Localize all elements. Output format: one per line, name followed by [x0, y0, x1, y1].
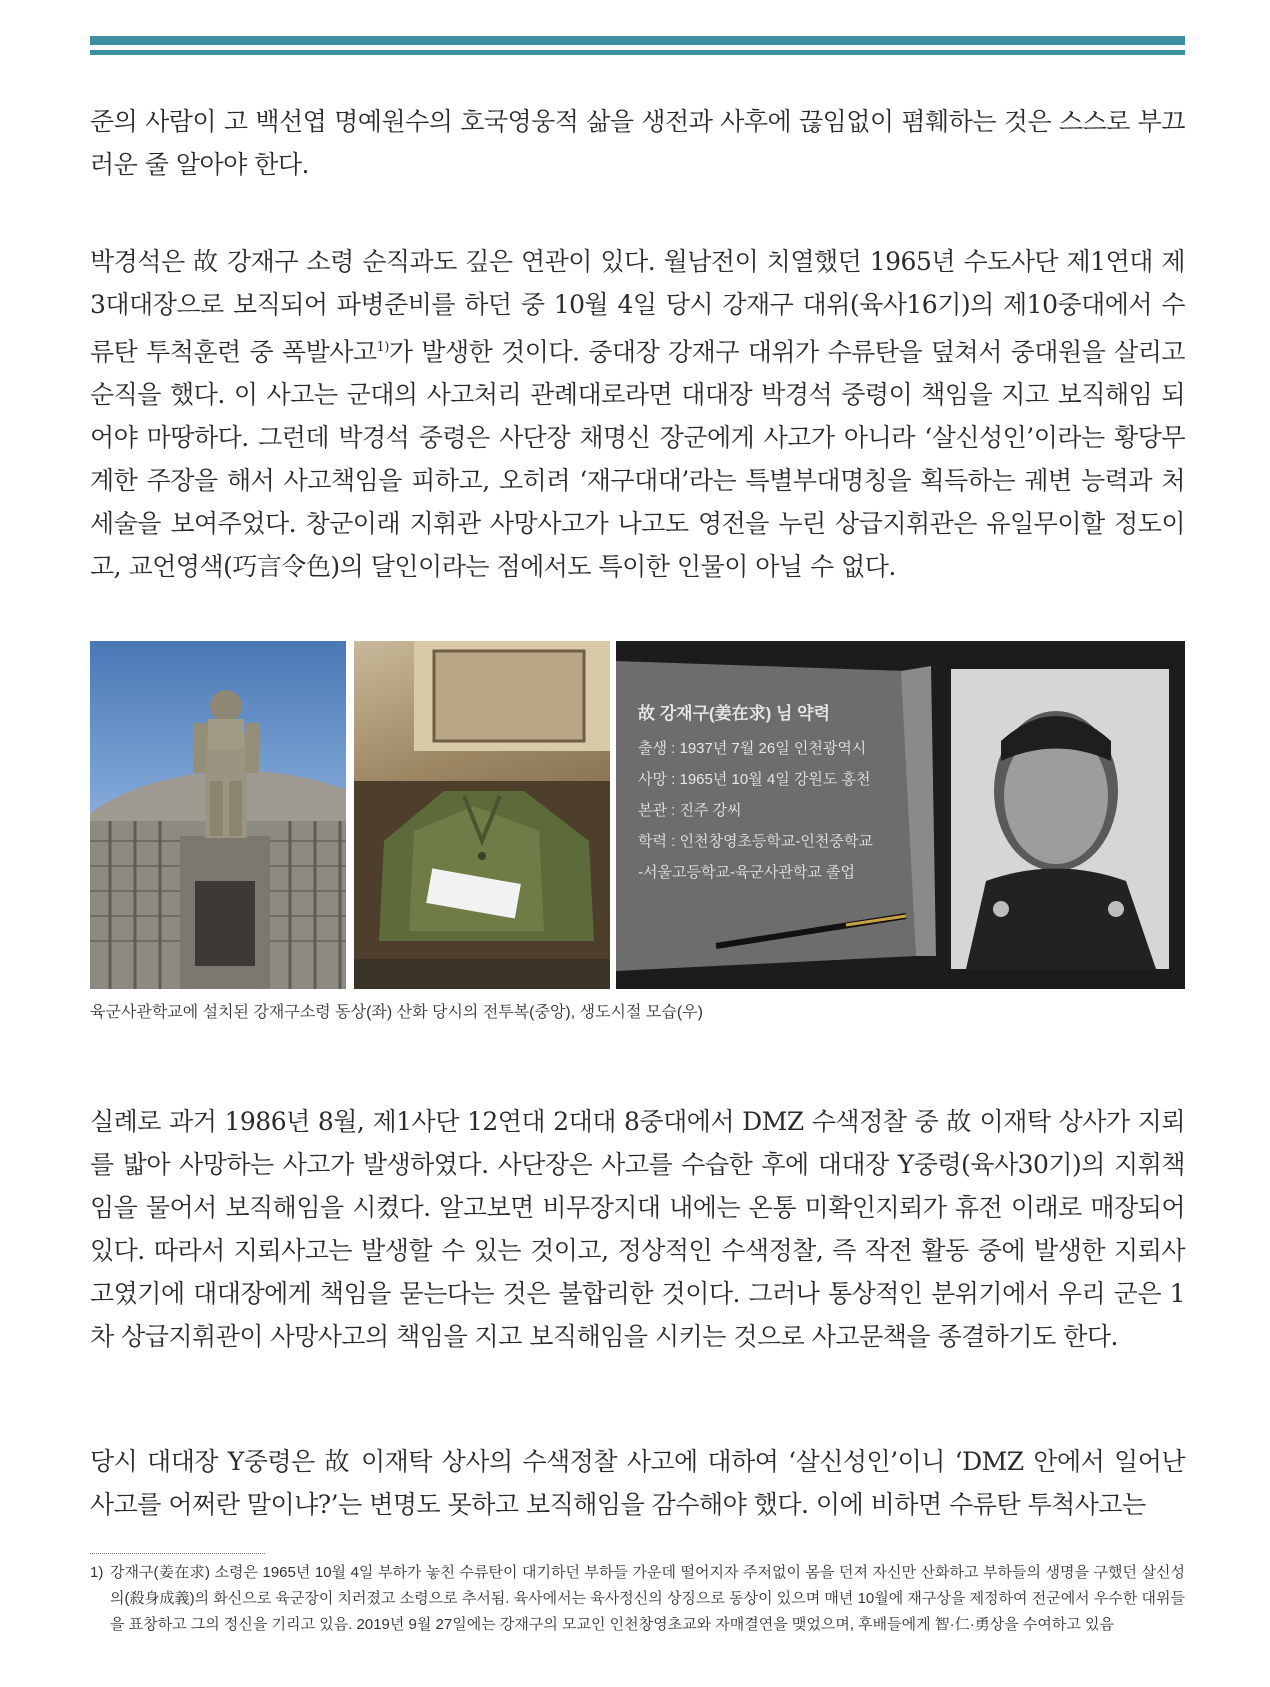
book-line-education: 학력 : 인천창영초등학교-인천중학교: [638, 833, 873, 850]
statue-illustration: [90, 641, 346, 989]
photo-strip: [90, 641, 1185, 989]
book-line-birth: 출생 : 1937년 7월 26일 인천광역시: [638, 740, 867, 757]
book-line-death: 사망 : 1965년 10월 4일 강원도 홍천: [638, 771, 871, 788]
book-line-education-2: -서울고등학교-육군사관학교 졸업: [638, 864, 856, 881]
footnote-reference[interactable]: 1): [376, 340, 389, 355]
uniform-photo: [354, 641, 610, 989]
paragraph-4: 당시 대대장 Y중령은 故 이재탁 상사의 수색정찰 사고에 대하여 ‘살신성인’이니 ‘DMZ 안에서 일어난 사고를 어쩌란 말이냐?’는 변명도 못하고 보직해임을 감수해야 했다. 이에 비하면 수류탄 투척사고는: [90, 1447, 1185, 1519]
statue-photo: [90, 641, 346, 989]
header-rule-thick: [90, 36, 1185, 45]
book-line-origin: 본관 : 진주 강씨: [638, 802, 742, 819]
paragraph-1: 준의 사람이 고 백선엽 명예원수의 호국영웅적 삶을 생전과 사후에 끊임없이 폄훼하는 것은 스스로 부끄러운 줄 알아야 한다.: [90, 107, 1185, 179]
paragraph-2-part-b: 가 발생한 것이다. 중대장 강재구 대위가 수류탄을 덮쳐서 중대원을 살리고 순직을 했다. 이 사고는 군대의 사고처리 관례대로라면 대대장 박경석 중령이 책임을 지고 보직해임 되어야 마땅하다. 그런데 박경석 중령은 사단장 채명신 장군에게 사고가 아니라 ‘살신성인’이라는 황당무계한 주장을 해서 사고책임을 피하고, 오히려 ‘재구대대’라는 특별부대명칭을 획득하는 궤변 능력과 처세술을 보여주었다. 창군이래 지휘관 사망사고가 나고도 영전을 누린 상급지휘관은 유일무이할 정도이고, 교언영색(巧言令色)의 달인이라는 점에서도 특이한 인물이 아닐 수 없다.: [90, 337, 1185, 582]
paragraph-3: 실례로 과거 1986년 8월, 제1사단 12연대 2대대 8중대에서 DMZ 수색정찰 중 故 이재탁 상사가 지뢰를 밟아 사망하는 사고가 발생하였다. 사단장은 사고를 수습한 후에 대대장 Y중령(육사30기)의 지휘책임을 물어서 보직해임을 시켰다. 알고보면 비무장지대 내에는 온통 미확인지뢰가 휴전 이래로 매장되어 있다. 따라서 지뢰사고는 발생할 수 있는 것이고, 정상적인 수색정찰, 즉 작전 활동 중에 발생한 지뢰사고였기에 대대장에게 책임을 묻는다는 것은 불합리한 것이다. 그러나 통상적인 분위기에서 우리 군은 1차 상급지휘관이 사망사고의 책임을 지고 보직해임을 시키는 것으로 사고문책을 종결하기도 한다.: [90, 1107, 1185, 1351]
footnote-number: 1): [90, 1564, 104, 1581]
footnote: [90, 1560, 1185, 1638]
paragraph-2: [90, 240, 1185, 588]
header-rule-thin: [90, 50, 1185, 55]
biography-illustration: [616, 641, 1185, 989]
paragraph-2-part-a: 박경석은 故 강재구 소령 순직과도 깊은 연관이 있다. 월남전이 치열했던 1965년 수도사단 제1연대 제3대대장으로 보직되어 파병준비를 하던 중 10월 4일 당시 강재구 대위(육사16기)의 제10중대에서 수류탄 투척훈련 중 폭발사고: [90, 247, 1185, 367]
biography-photo: [616, 641, 1185, 989]
book-title: 故 강재구(姜在求) 님 약력: [638, 704, 831, 723]
photo-caption: 육군사관학교에 설치된 강재구소령 동상(좌) 산화 당시의 전투복(중앙), 생도시절 모습(우): [90, 1004, 703, 1021]
uniform-illustration: [354, 641, 610, 989]
footnote-text: 강재구(姜在求) 소령은 1965년 10월 4일 부하가 놓친 수류탄이 대기하던 부하들 가운데 떨어지자 주저없이 몸을 던져 자신만 산화하고 부하들의 생명을 구했던 살신성의(殺身成義)의 화신으로 육군장이 치러졌고 소령으로 추서됨. 육사에서는 육사정신의 상징으로 동상이 있으며 매년 10월에 재구상을 제정하여 전군에서 우수한 대위들을 표창하고 그의 정신을 기리고 있음. 2019년 9월 27일에는 강재구의 모교인 인천창영초교와 자매결연을 맺었으며, 후배들에게 智·仁·勇상을 수여하고 있음: [110, 1564, 1185, 1633]
footnote-divider: [90, 1553, 265, 1554]
